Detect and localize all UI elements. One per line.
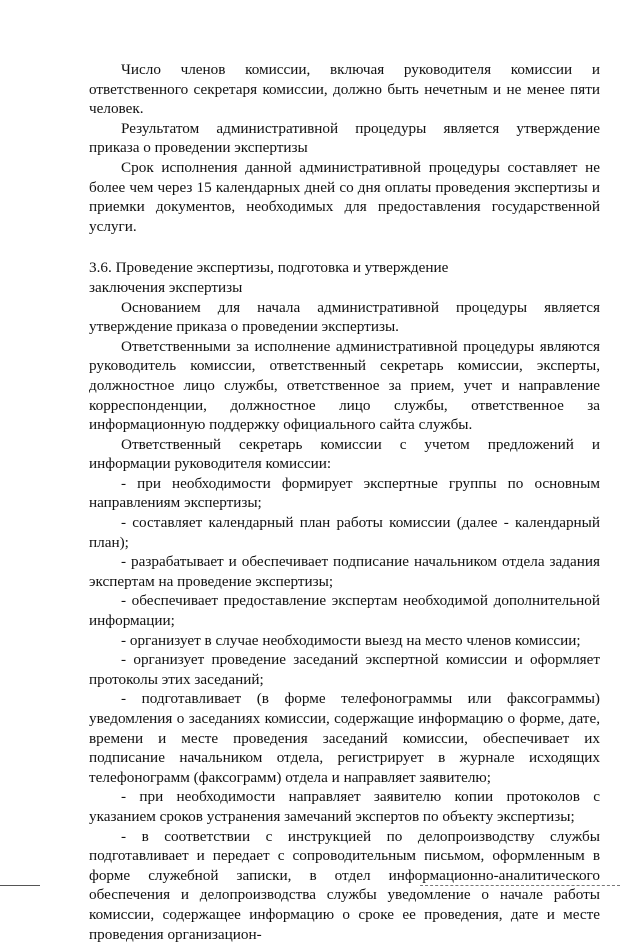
footer-rule-left: [0, 885, 40, 886]
paragraph-secretary-duties: Ответственный секретарь комиссии с учетом предложений и информации руководителя комиссии:: [89, 435, 600, 473]
list-item: - составляет календарный план работы комиссии (далее - календарный план);: [89, 514, 600, 551]
section-heading-line-1: 3.6. Проведение экспертизы, подготовка и утверждение: [89, 259, 449, 277]
document-body: [89, 60, 600, 944]
list-item: - организует в случае необходимости выезд на место членов комиссии;: [121, 631, 581, 649]
list-item: - организует проведение заседаний экспертной комиссии и оформляет протоколы этих заседаний;: [89, 651, 600, 688]
paragraph-procedure-result: Результатом административной процедуры является утверждение приказа о проведении экспертизы: [89, 119, 600, 157]
section-heading: [89, 258, 600, 297]
list-item: - обеспечивает предоставление экспертам необходимой дополнительной информации;: [89, 592, 600, 630]
paragraph-basis: Основанием для начала административной процедуры является утверждение приказа о проведении экспертизы.: [89, 298, 600, 336]
paragraph-commission-size: Число членов комиссии, включая руководителя комиссии и ответственного секретаря комиссии, должно быть нечетным и не менее пяти человек.: [89, 61, 600, 118]
section-spacer: [89, 236, 600, 258]
footer-rule-right: [420, 885, 620, 886]
list-item: - разрабатывает и обеспечивает подписание начальником отдела задания экспертам на проведение экспертизы;: [89, 553, 600, 590]
list-item: - при необходимости направляет заявителю копии протоколов с указанием сроков устранения замечаний экспертов по объекту экспертизы;: [89, 788, 600, 825]
list-item: - при необходимости формирует экспертные группы по основным направлениям экспертизы;: [89, 474, 600, 512]
section-heading-line-2: заключения экспертизы: [89, 278, 243, 296]
list-item: - в соответствии с инструкцией по делопроизводству службы подготавливает и передает с сопроводительным письмом, оформленным в форме служебной записки, в отдел информационно-аналитического обеспечения и делопроизводства службы уведомление о начале работы комиссии, содержащее информацию о сроке ее проведения, дате и месте проведения организацион-: [89, 827, 600, 943]
paragraph-responsible: Ответственными за исполнение административной процедуры являются руководитель комиссии, ответственный секретарь комиссии, эксперты, должностное лицо службы, ответственное за прием, учет и направление корреспонденции, должностное лицо службы, ответственное за информационную поддержку официального сайта службы.: [89, 337, 600, 434]
paragraph-procedure-term: Срок исполнения данной административной процедуры составляет не более чем через 15 календарных дней со дня оплаты проведения экспертизы и приемки документов, необходимых для предоставления государственной услуги.: [89, 158, 600, 235]
list-item: - подготавливает (в форме телефонограммы или факсограммы) уведомления о заседаниях комиссии, содержащие информацию о форме, дате, времени и месте проведения заседаний комиссии, обеспечивает их подписание начальником отдела, регистрирует в журнале исходящих телефонограмм (факсограмм) отдела и направляет заявителю;: [89, 690, 600, 786]
